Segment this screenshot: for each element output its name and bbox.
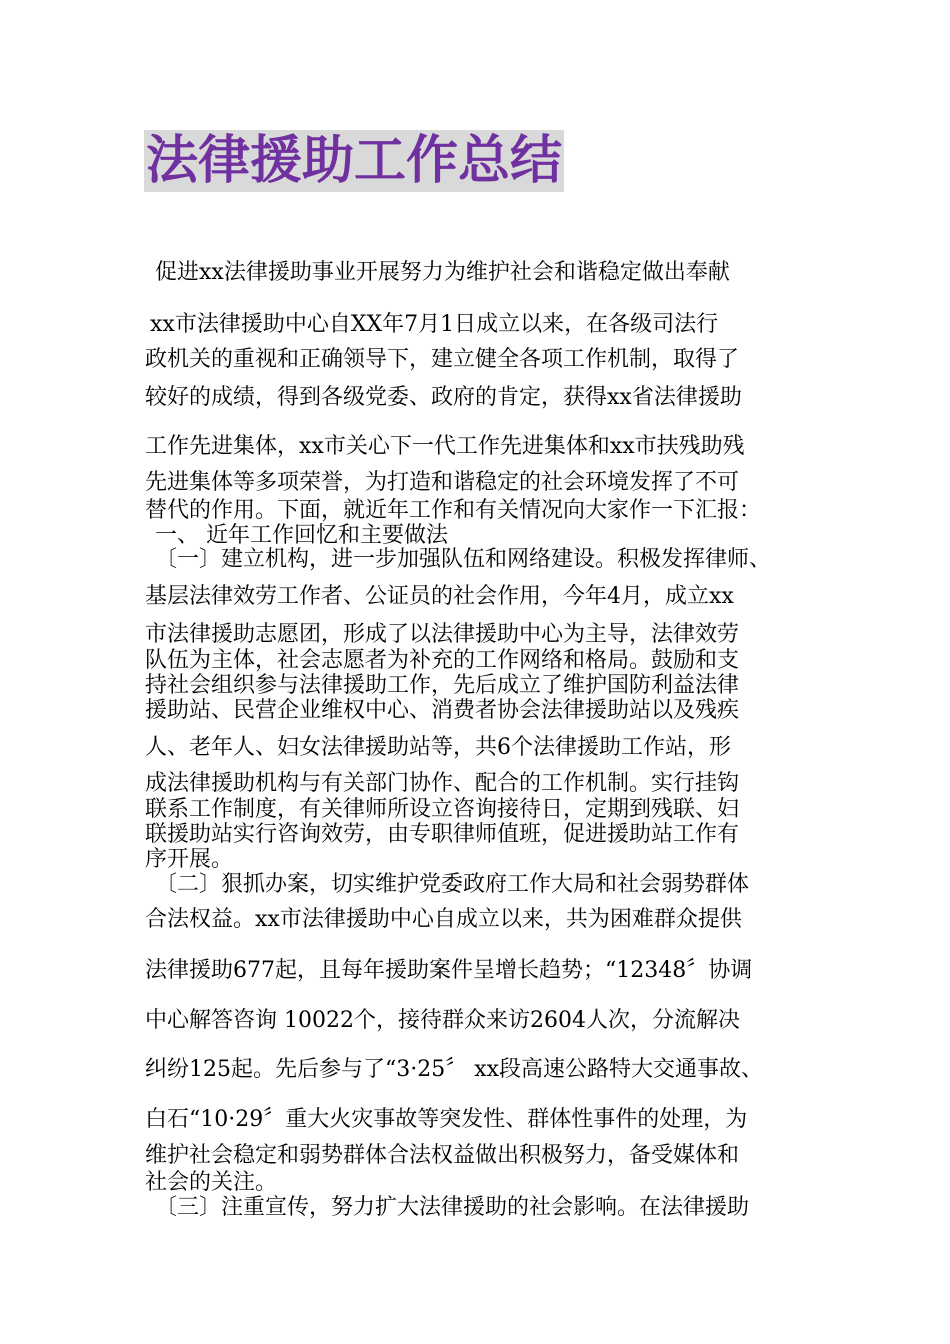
paragraph-line: 联援助站实行咨询效劳，由专职律师值班，促进援助站工作有 <box>145 822 740 847</box>
paragraph-line: 中心解答咨询 10022个，接待群众来访2604人次，分流解决 <box>145 1008 740 1033</box>
paragraph-line: xx市法律援助中心自XX年7月1日成立以来，在各级司法行 <box>150 312 719 337</box>
paragraph-line: 〔一〕建立机构，进一步加强队伍和网络建设。积极发挥律师、 <box>155 547 772 572</box>
paragraph-line: 合法权益。xx市法律援助中心自成立以来，共为困难群众提供 <box>145 907 742 932</box>
paragraph-line: 持社会组织参与法律援助工作，先后成立了维护国防利益法律 <box>145 673 740 698</box>
paragraph-line: 维护社会稳定和弱势群体合法权益做出积极努力，备受媒体和 <box>145 1143 740 1168</box>
paragraph-line: 队伍为主体，社会志愿者为补充的工作网络和格局。鼓励和支 <box>145 648 740 673</box>
paragraph-line: 替代的作用。下面，就近年工作和有关情况向大家作一下汇报： <box>145 498 762 523</box>
paragraph-line: 工作先进集体，xx市关心下一代工作先进集体和xx市扶残助残 <box>145 434 745 459</box>
paragraph-line: 序开展。 <box>145 847 234 872</box>
paragraph-line: 社会的关注。 <box>145 1170 278 1195</box>
paragraph-line: 法律援助677起，且每年援助案件呈增长趋势；“12348〞协调 <box>145 958 753 983</box>
paragraph-line: 市法律援助志愿团，形成了以法律援助中心为主导，法律效劳 <box>145 622 740 647</box>
document-subtitle: 促进xx法律援助事业开展努力为维护社会和谐稳定做出奉献 <box>155 260 730 285</box>
paragraph-line: 纠纷125起。先后参与了“3·25〞 xx段高速公路特大交通事故、 <box>145 1057 764 1082</box>
paragraph-line: 较好的成绩，得到各级党委、政府的肯定，获得xx省法律援助 <box>145 385 742 410</box>
document-title: 法律援助工作总结 <box>146 131 563 191</box>
paragraph-line: 先进集体等多项荣誉，为打造和谐稳定的社会环境发挥了不可 <box>145 470 740 495</box>
section-heading: 一、 近年工作回忆和主要做法 <box>155 523 448 548</box>
paragraph-line: 援助站、民营企业维权中心、消费者协会法律援助站以及残疾 <box>145 698 740 723</box>
paragraph-line: 基层法律效劳工作者、公证员的社会作用，今年4月，成立xx <box>145 584 734 609</box>
paragraph-line: 〔三〕注重宣传，努力扩大法律援助的社会影响。在法律援助 <box>155 1195 750 1220</box>
paragraph-line: 政机关的重视和正确领导下，建立健全各项工作机制，取得了 <box>145 347 740 372</box>
paragraph-line: 〔二〕狠抓办案，切实维护党委政府工作大局和社会弱势群体 <box>155 872 750 897</box>
paragraph-line: 人、老年人、妇女法律援助站等，共6个法律援助工作站，形 <box>145 735 731 760</box>
paragraph-line: 成法律援助机构与有关部门协作、配合的工作机制。实行挂钩 <box>145 771 740 796</box>
paragraph-line: 联系工作制度，有关律师所设立咨询接待日，定期到残联、妇 <box>145 797 740 822</box>
paragraph-line: 白石“10·29〞重大火灾事故等突发性、群体性事件的处理，为 <box>145 1107 748 1132</box>
